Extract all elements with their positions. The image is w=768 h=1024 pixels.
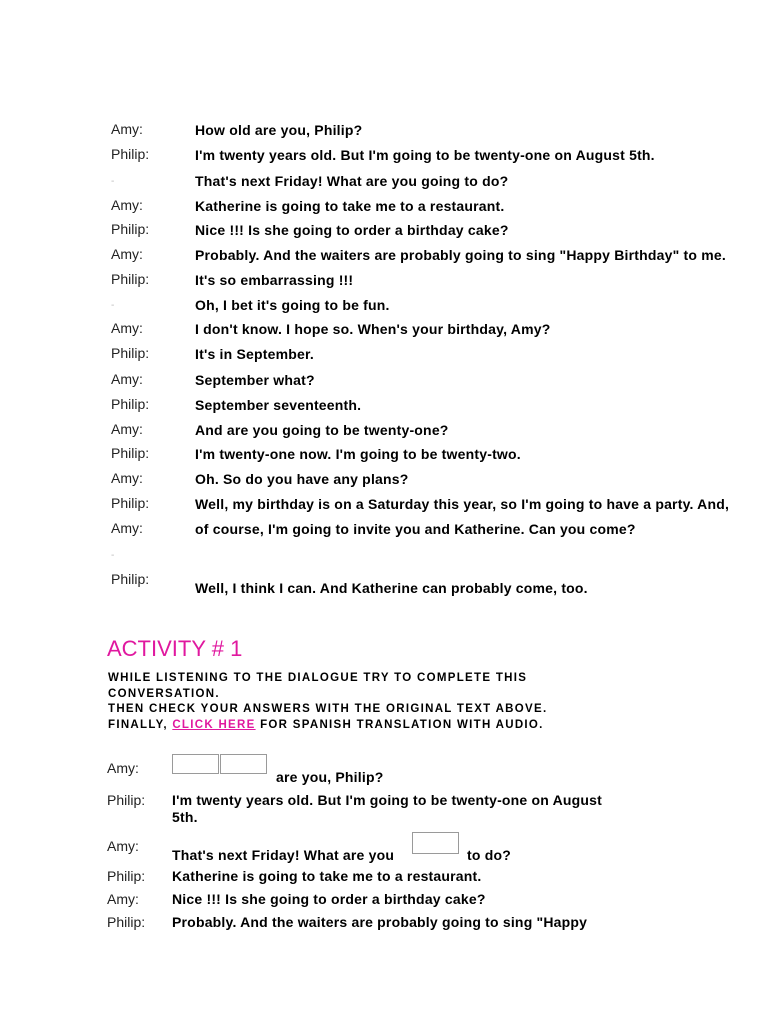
speaker-label: Philip:: [111, 345, 150, 361]
dialogue-text: Oh, I bet it's going to be fun.: [195, 297, 390, 313]
dialogue-text: to do?: [467, 847, 511, 863]
speaker-label: Amy:: [111, 371, 143, 387]
speaker-label: Philip:: [111, 571, 150, 587]
dialogue-text: September what?: [195, 372, 315, 388]
spanish-translation-link[interactable]: CLICK HERE: [172, 718, 256, 731]
dialogue-text: Katherine is going to take me to a restaurant.: [172, 868, 482, 884]
speaker-label: -: [111, 550, 115, 561]
instruction-line: WHILE LISTENING TO THE DIALOGUE TRY TO COMPLETE THIS: [108, 672, 528, 684]
instruction-line-finally: [108, 718, 668, 734]
dialogue-text: I'm twenty years old. But I'm going to be twenty-one on August 5th.: [195, 147, 655, 163]
dialogue-text: That's next Friday! What are you: [172, 847, 395, 863]
dialogue-line: [0, 121, 768, 143]
dialogue-line: [0, 246, 768, 268]
dialogue-text: of course, I'm going to invite you and Katherine. Can you come?: [195, 521, 636, 537]
dialogue-line: [0, 197, 768, 219]
speaker-label: Amy:: [107, 760, 139, 776]
dialogue-text: September seventeenth.: [195, 397, 362, 413]
dialogue-line: [0, 571, 768, 596]
speaker-label: Amy:: [111, 470, 143, 486]
dialogue-line: [0, 271, 768, 293]
dialogue-line: [0, 396, 768, 418]
speaker-label: Amy:: [107, 891, 139, 907]
speaker-label: Philip:: [111, 396, 150, 412]
speaker-label: Philip:: [111, 271, 150, 287]
activity-title: ACTIVITY # 1: [107, 636, 243, 661]
dialogue-line: [0, 296, 768, 318]
dialogue-line: [0, 421, 768, 443]
dialogue-text: It's in September.: [195, 346, 314, 362]
speaker-label: Amy:: [111, 421, 143, 437]
speaker-label: Philip:: [107, 792, 146, 808]
speaker-label: Amy:: [111, 320, 143, 336]
dialogue-text: I don't know. I hope so. When's your birthday, Amy?: [195, 321, 551, 337]
dialogue-text: That's next Friday! What are you going to do?: [195, 173, 509, 189]
speaker-label: Amy:: [111, 520, 143, 536]
answer-blank-3[interactable]: [412, 832, 459, 854]
instruction-text: FINALLY,: [108, 718, 173, 731]
dialogue-text: Katherine is going to take me to a restaurant.: [195, 198, 505, 214]
dialogue-text: Oh. So do you have any plans?: [195, 471, 409, 487]
dialogue-text: I'm twenty years old. But I'm going to be twenty-one on August 5th.: [172, 792, 602, 825]
dialogue-text: How old are you, Philip?: [195, 122, 363, 138]
dialogue-text: It's so embarrassing !!!: [195, 272, 354, 288]
speaker-label: Amy:: [111, 197, 143, 213]
dialogue-line: [0, 445, 768, 467]
dialogue-line: [0, 221, 768, 243]
dialogue-line: [0, 371, 768, 393]
dialogue-text: Well, I think I can. And Katherine can probably come, too.: [195, 580, 588, 596]
speaker-label: Philip:: [111, 445, 150, 461]
dialogue-text: Nice !!! Is she going to order a birthday cake?: [172, 891, 486, 907]
speaker-label: Amy:: [111, 246, 143, 262]
dialogue-text: Nice !!! Is she going to order a birthday cake?: [195, 222, 509, 238]
answer-blank-2[interactable]: [220, 754, 267, 774]
speaker-label: Philip:: [107, 868, 146, 884]
speaker-label: Philip:: [111, 146, 150, 162]
dialogue-line: [0, 146, 768, 168]
dialogue-line: [0, 470, 768, 492]
instruction-text: FOR SPANISH TRANSLATION WITH AUDIO.: [255, 718, 544, 731]
activity-instructions: [108, 671, 668, 733]
speaker-label: Philip:: [107, 914, 146, 930]
speaker-label: Amy:: [111, 121, 143, 137]
dialogue-text: I'm twenty-one now. I'm going to be twenty-two.: [195, 446, 521, 462]
dialogue-line: [0, 495, 768, 517]
dialogue-line: [0, 520, 768, 542]
dialogue-line: [0, 172, 768, 194]
answer-blank-1[interactable]: [172, 754, 219, 774]
dialogue-line: [0, 345, 768, 367]
speaker-label: Philip:: [111, 221, 150, 237]
speaker-label: Philip:: [111, 495, 150, 511]
dialogue-text: Probably. And the waiters are probably going to sing "Happy Birthday" to me.: [195, 247, 726, 263]
dialogue-text: are you, Philip?: [276, 769, 384, 785]
instruction-line: CONVERSATION.: [108, 687, 220, 700]
speaker-label: Amy:: [107, 838, 139, 854]
dialogue-line: [0, 320, 768, 342]
dialogue-text: Well, my birthday is on a Saturday this year, so I'm going to have a party. And,: [195, 496, 730, 512]
dialogue-text: Probably. And the waiters are probably going to sing "Happy: [172, 914, 588, 930]
instruction-line: THEN CHECK YOUR ANSWERS WITH THE ORIGINAL TEXT ABOVE.: [108, 703, 548, 715]
speaker-label: -: [111, 300, 115, 311]
speaker-label: -: [111, 176, 115, 187]
dialogue-text: And are you going to be twenty-one?: [195, 422, 449, 438]
dialogue-line: [0, 546, 768, 568]
